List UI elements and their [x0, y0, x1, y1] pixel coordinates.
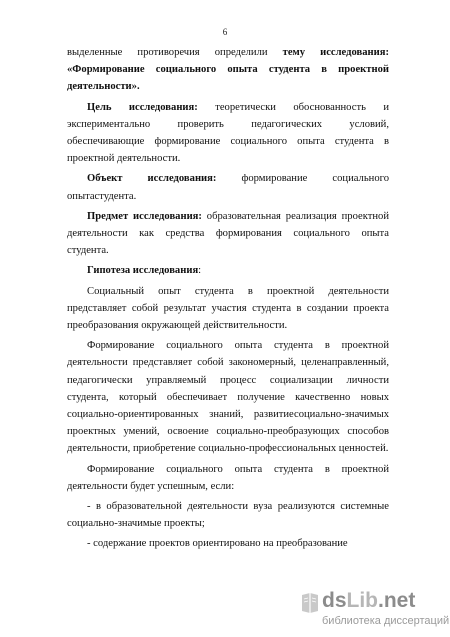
subject-label: Предмет исследования: [87, 210, 202, 222]
book-logo-icon [300, 591, 320, 615]
list-item-systemic-projects: - в образовательной деятельности вуза реализуются системные социально-значимые проекты; [67, 501, 389, 530]
paragraph-social-experience: Социальный опыт студента в проектной деятельности представляет собой результат участия студента в создании проекта преобразования окружающей действительности. [67, 285, 389, 332]
paragraph-conditions: Формирование социального опыта студента в проектной деятельности будет успешным, если: [67, 463, 389, 492]
topic-lead-text: выделенные противоречия определили [67, 47, 283, 58]
dslib-watermark [300, 589, 450, 633]
paragraph-goal [67, 99, 389, 168]
object-text: формирование социального опытастудента. [67, 173, 390, 202]
paragraph-topic [67, 44, 389, 96]
watermark-tagline: библиотека диссертаций [322, 615, 450, 627]
subject-text: образовательная реализация проектной деятельности как средства формирования социального опыта студента. [67, 210, 389, 257]
page-number: 6 [222, 27, 228, 37]
research-topic: тему исследования: «Формирование социального опыта студента в проектной деятельности». [67, 47, 389, 93]
list-item-project-content: - содержание проектов ориентировано на преобразование [87, 538, 348, 550]
hypothesis-label: Гипотеза исследования [87, 265, 199, 277]
goal-text: теоретически обоснованность и экспериментально проверить педагогических условий, обеспечивающие формирование социального опыта студента в проектной деятельности. [67, 101, 389, 165]
watermark-logo: dsLib.net [322, 589, 416, 612]
document-body [67, 44, 389, 556]
paragraph-formation-process: Формирование социального опыта студента в проектной деятельности представляет собой закономерный, целенаправленный, педагогически управляемый процесс социализации личности студента, который обеспечивает получение качественно новых социально-ориентированных знаний, развитиесоциально-значимых проектных умений, освоение социально-преобразующих способов деятельности, приобретение социально-профессиональных ценностей. [67, 340, 389, 455]
hypothesis-colon: : [198, 265, 202, 277]
goal-label: Цель исследования: [87, 101, 198, 113]
paragraph-subject [67, 208, 389, 260]
paragraph-object [67, 170, 389, 204]
object-label: Объект исследования: [87, 173, 217, 185]
paragraph-hypothesis-heading [67, 262, 389, 279]
